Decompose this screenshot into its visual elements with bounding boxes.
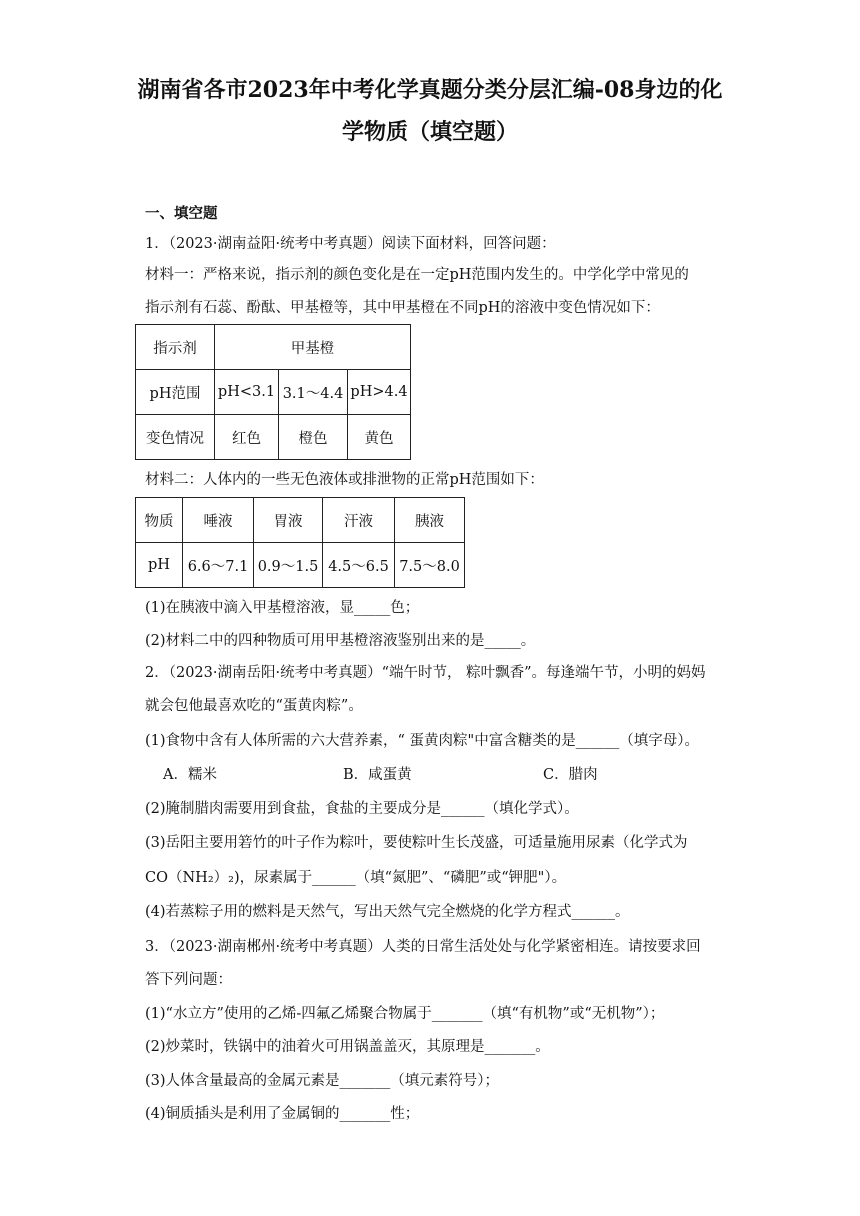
ph-table [135, 497, 465, 588]
q2-option-b: B．咸蛋黄 [343, 767, 412, 783]
q2-stem-line2: 就会包他最喜欢吃的“蛋黄肉粽”。 [145, 698, 363, 714]
q1-material1-line2: 指示剂有石蕊、酚酞、甲基橙等，其中甲基橙在不同pH的溶液中变色情况如下： [145, 300, 660, 316]
indicator-table [135, 324, 411, 460]
q3-part3: (3)人体含量最高的金属元素是_______（填元素符号）； [145, 1073, 500, 1089]
q2-part3-line2: CO（NH₂）₂)，尿素属于______（填“氮肥”、“磷肥”或“钾肥"）。 [145, 870, 567, 886]
table-cell: 胰液 [395, 498, 465, 543]
q2-option-c: C．腊肉 [543, 767, 598, 783]
table-cell: pH范围 [136, 370, 215, 415]
q1-material2: 材料二：人体内的一些无色液体或排泄物的正常pH范围如下： [145, 472, 544, 488]
q3-stem-line2: 答下列问题： [145, 972, 232, 988]
table-cell: 黄色 [348, 415, 411, 460]
table-cell: 3.1～4.4 [279, 370, 348, 415]
section-heading: 一、填空题 [145, 205, 218, 222]
table-row [136, 325, 411, 370]
q2-part2: (2)腌制腊肉需要用到食盐，食盐的主要成分是______（填化学式）。 [145, 801, 579, 817]
table-cell: pH [136, 543, 183, 588]
q2-option-a: A．糯米 [163, 767, 217, 783]
table-cell: 变色情况 [136, 415, 215, 460]
q2-stem-line1: 2．（2023·湖南岳阳·统考中考真题）“端午时节， 粽叶飘香”。每逢端午节，小明的妈妈 [145, 665, 706, 681]
table-cell: 橙色 [279, 415, 348, 460]
table-row [136, 415, 411, 460]
q2-part4: (4)若蒸粽子用的燃料是天然气，写出天然气完全燃烧的化学方程式______。 [145, 904, 630, 920]
table-row [136, 370, 411, 415]
doc-title-line-1: 湖南省各市2023年中考化学真题分类分层汇编-08身边的化 [137, 77, 723, 103]
q1-part1: (1)在胰液中滴入甲基橙溶液，显_____色； [145, 600, 420, 616]
q3-part1: (1)“水立方”使用的乙烯-四氟乙烯聚合物属于_______（填“有机物”或“无机物”）； [145, 1006, 665, 1022]
q1-stem: 1．（2023·湖南益阳·统考中考真题）阅读下面材料，回答问题： [145, 236, 556, 252]
table-cell: 胃液 [254, 498, 323, 543]
table-cell: 汗液 [323, 498, 395, 543]
table-cell: 6.6～7.1 [183, 543, 254, 588]
table-cell: 7.5～8.0 [395, 543, 465, 588]
q2-part1: (1)食物中含有人体所需的六大营养素，“ 蛋黄肉粽"中富含糖类的是______（填字母）。 [145, 733, 699, 749]
table-row [136, 498, 465, 543]
q3-part4: (4)铜质插头是利用了金属铜的_______性； [145, 1106, 420, 1122]
table-cell: 4.5～6.5 [323, 543, 395, 588]
table-cell: 0.9～1.5 [254, 543, 323, 588]
table-cell: 唾液 [183, 498, 254, 543]
q1-material1-line1: 材料一：严格来说，指示剂的颜色变化是在一定pH范围内发生的。中学化学中常见的 [145, 267, 689, 283]
q1-part2: (2)材料二中的四种物质可用甲基橙溶液鉴别出来的是_____。 [145, 633, 536, 649]
table-cell: pH<3.1 [215, 370, 279, 415]
table-cell: 物质 [136, 498, 183, 543]
table-cell: pH>4.4 [348, 370, 411, 415]
q3-stem-line1: 3．（2023·湖南郴州·统考中考真题）人类的日常生活处处与化学紧密相连。请按要求回 [145, 939, 701, 955]
table-cell: 指示剂 [136, 325, 215, 370]
doc-title-line-2: 学物质（填空题） [341, 119, 518, 145]
q2-part3-line1: (3)岳阳主要用箬竹的叶子作为粽叶，要使粽叶生长茂盛，可适量施用尿素（化学式为 [145, 835, 688, 851]
table-cell: 甲基橙 [215, 325, 411, 370]
q3-part2: (2)炒菜时，铁锅中的油着火可用锅盖盖灭，其原理是_______。 [145, 1039, 550, 1055]
table-row [136, 543, 465, 588]
table-cell: 红色 [215, 415, 279, 460]
